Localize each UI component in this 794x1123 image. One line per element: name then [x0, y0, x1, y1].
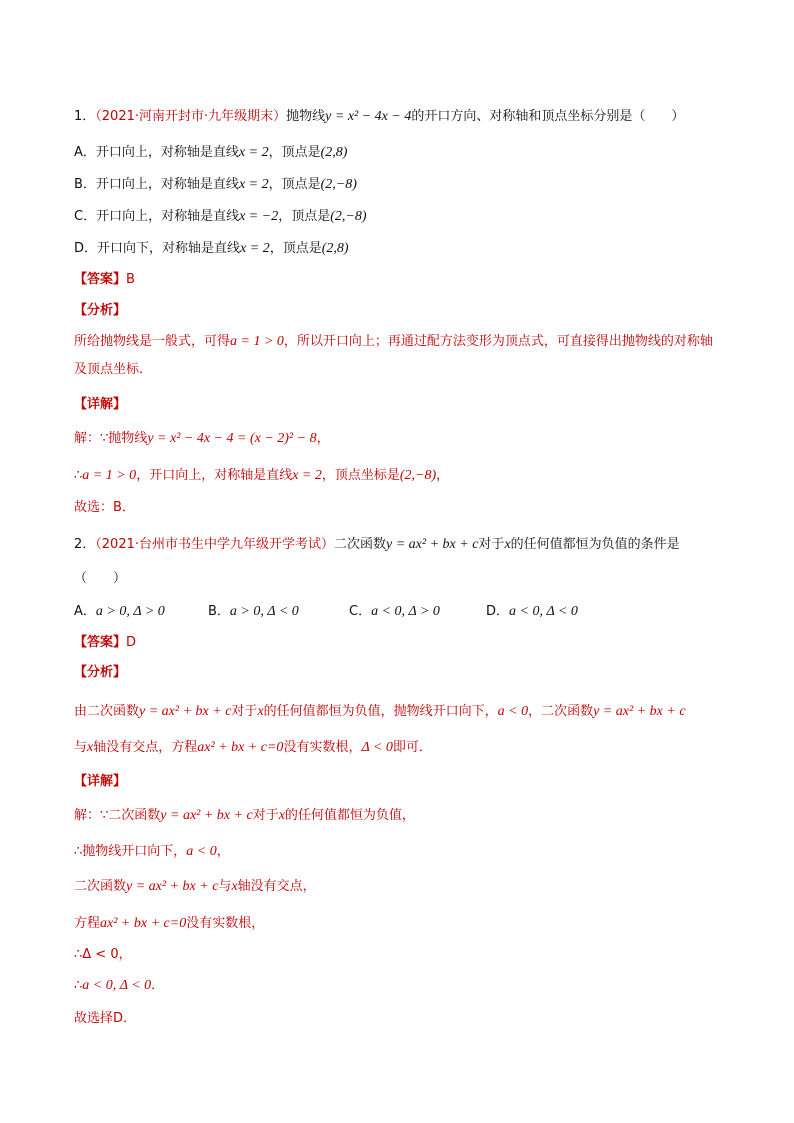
- option-text: 开口向上，对称轴是直线: [95, 145, 239, 160]
- q1-text-after: 的开口方向、对称轴和顶点坐标分别是（ ）: [411, 109, 685, 124]
- detail-text: 没有实数根，: [186, 916, 265, 931]
- answer-value: B: [126, 272, 135, 287]
- analysis-formula: Δ < 0: [361, 740, 393, 755]
- option-formula: (2,8): [321, 241, 349, 256]
- q2-detail-line-1: [74, 807, 415, 825]
- q2-option-b: [208, 603, 299, 621]
- answer-value: D: [126, 635, 137, 650]
- q2-detail-tag: [74, 773, 126, 791]
- analysis-text: 对于: [231, 704, 258, 719]
- q2-variable: x: [504, 537, 511, 552]
- q1-detail-tag: [74, 396, 126, 414]
- q2-option-a: [74, 603, 165, 621]
- analysis-text: 的任何值都恒为负值，抛物线开口向下，: [263, 704, 498, 719]
- option-text: 开口向上，对称轴是直线: [95, 177, 239, 192]
- detail-formula: y = ax² + bx + c: [160, 808, 253, 823]
- option-formula: (2,−8): [330, 209, 367, 224]
- option-text: ，顶点是: [268, 177, 321, 192]
- q2-answer: [74, 634, 136, 652]
- detail-text: ，: [316, 431, 330, 446]
- detail-text: 抛物线: [108, 431, 148, 446]
- option-text: ，顶点是: [278, 209, 331, 224]
- option-label: C．: [349, 604, 372, 619]
- detail-formula: a = 1 > 0: [82, 468, 137, 483]
- detail-tag: 【详解】: [74, 397, 127, 412]
- q1-formula: y = x² − 4x − 4: [325, 109, 412, 124]
- option-formula: a > 0, Δ < 0: [229, 604, 299, 619]
- option-label: B．: [208, 604, 230, 619]
- q2-paren: （ ）: [74, 571, 127, 586]
- option-label: C．: [74, 209, 97, 224]
- analysis-variable: x: [257, 704, 264, 719]
- option-formula: (2,8): [320, 145, 348, 160]
- option-label: A．: [74, 604, 96, 619]
- option-formula: x = 2: [240, 241, 270, 256]
- detail-text: 的任何值都恒为负值，: [284, 808, 415, 823]
- detail-text: ，开口向上，对称轴是直线: [136, 468, 293, 483]
- analysis-tag: 【分析】: [74, 665, 127, 680]
- analysis-text: 与: [74, 740, 88, 755]
- q2-analysis-line-1: [74, 703, 686, 721]
- answer-tag: 【答案】: [74, 635, 127, 650]
- analysis-text: 所给抛物线是一般式，可得: [74, 334, 231, 349]
- analysis-text: ，二次函数: [528, 704, 594, 719]
- answer-tag: 【答案】: [74, 272, 127, 287]
- analysis-variable: x: [87, 740, 94, 755]
- option-formula: (2,−8): [320, 177, 357, 192]
- detail-formula: y = ax² + bx + c: [126, 879, 219, 894]
- option-formula: a > 0, Δ > 0: [95, 604, 165, 619]
- analysis-tag: 【分析】: [74, 303, 127, 318]
- q2-number: 2．: [74, 537, 96, 552]
- detail-text: ，: [216, 844, 230, 859]
- q1-source: （2021·河南开封市·九年级期末）: [95, 109, 287, 124]
- detail-variable: x: [278, 808, 285, 823]
- detail-text: ，顶点坐标是: [321, 468, 400, 483]
- option-label: D．: [486, 604, 510, 619]
- q2-detail-line-6: [74, 977, 164, 995]
- option-formula: a < 0, Δ < 0: [509, 604, 578, 619]
- detail-text: 解：∵二次函数: [74, 808, 161, 823]
- analysis-formula: y = ax² + bx + c: [593, 704, 686, 719]
- q2-formula: y = ax² + bx + c: [386, 537, 479, 552]
- q2-text: 对于: [478, 537, 505, 552]
- analysis-formula: ax² + bx + c=0: [197, 740, 284, 755]
- because-symbol: ∵: [100, 431, 109, 446]
- q1-analysis-tag: [74, 302, 126, 320]
- option-text: ，顶点是: [269, 241, 322, 256]
- detail-text: ∴抛物线开口向下，: [74, 844, 187, 859]
- q1-detail-line-1: [74, 430, 330, 448]
- detail-text: ∴: [74, 978, 83, 993]
- option-formula: a < 0, Δ > 0: [371, 604, 440, 619]
- q1-option-c: [74, 208, 367, 226]
- detail-formula: y = x² − 4x − 4 = (x − 2)² − 8: [147, 431, 317, 446]
- therefore-symbol: ∴: [74, 468, 83, 483]
- q1-stem: [74, 108, 684, 126]
- detail-text: 解：: [74, 431, 101, 446]
- detail-text: 二次函数: [74, 879, 127, 894]
- q1-number: 1．: [74, 109, 96, 124]
- q2-option-d: [486, 603, 578, 621]
- analysis-text: 即可．: [392, 740, 432, 755]
- analysis-text: 由二次函数: [74, 704, 140, 719]
- analysis-formula: a = 1 > 0: [230, 334, 284, 349]
- analysis-text: 没有实数根，: [283, 740, 362, 755]
- detail-text: 对于: [252, 808, 279, 823]
- q1-detail-line-3: 故选：B．: [74, 500, 135, 515]
- q2-detail-line-5: ∴Δ < 0，: [74, 947, 132, 962]
- option-label: D．: [74, 241, 98, 256]
- detail-text: ，: [436, 468, 450, 483]
- q2-text: 的任何值都恒为负值的条件是: [510, 537, 680, 552]
- analysis-text: 轴没有交点，方程: [93, 740, 198, 755]
- option-text: 开口向上，对称轴是直线: [96, 209, 240, 224]
- detail-formula: ax² + bx + c=0: [100, 916, 187, 931]
- q2-stem: [74, 536, 680, 554]
- option-formula: x = 2: [238, 145, 269, 160]
- detail-text: 与: [218, 879, 232, 894]
- analysis-formula: y = ax² + bx + c: [139, 704, 232, 719]
- q1-answer: [74, 271, 135, 289]
- q1-option-a: [74, 144, 347, 162]
- analysis-text: ，所以开口向上；再通过配方法变形为顶点式，可直接得出抛物线的对称轴及顶点坐标．: [74, 334, 713, 377]
- q1-text: 抛物线: [286, 109, 326, 124]
- detail-formula: x = 2: [292, 468, 322, 483]
- option-formula: x = −2: [239, 209, 279, 224]
- detail-variable: x: [231, 879, 238, 894]
- q2-detail-line-2: [74, 843, 230, 861]
- q2-source: （2021·台州市书生中学九年级开学考试）: [95, 537, 334, 552]
- q2-option-c: [349, 603, 440, 621]
- q2-text: 二次函数: [334, 537, 387, 552]
- option-text: ，顶点是: [268, 145, 321, 160]
- q1-option-d: [74, 240, 349, 258]
- q1-option-b: [74, 176, 357, 194]
- q2-analysis-tag: [74, 664, 126, 682]
- detail-formula: a < 0, Δ < 0: [82, 978, 152, 993]
- option-text: 开口向下，对称轴是直线: [97, 241, 241, 256]
- option-label: A．: [74, 145, 96, 160]
- detail-formula: (2,−8): [399, 468, 437, 483]
- q2-detail-line-4: [74, 915, 264, 933]
- detail-formula: a < 0: [186, 844, 217, 859]
- q2-analysis-line-2: [74, 739, 432, 757]
- detail-text: 轴没有交点，: [237, 879, 316, 894]
- q1-detail-line-2: [74, 467, 449, 485]
- option-label: B．: [74, 177, 96, 192]
- option-formula: x = 2: [238, 177, 269, 192]
- detail-tag: 【详解】: [74, 774, 127, 789]
- q1-analysis-text: [74, 328, 724, 384]
- q2-detail-line-3: [74, 878, 316, 896]
- detail-text: ．: [151, 978, 165, 993]
- analysis-formula: a < 0: [497, 704, 529, 719]
- q2-detail-line-7: 故选择D．: [74, 1011, 137, 1026]
- detail-text: 方程: [74, 916, 101, 931]
